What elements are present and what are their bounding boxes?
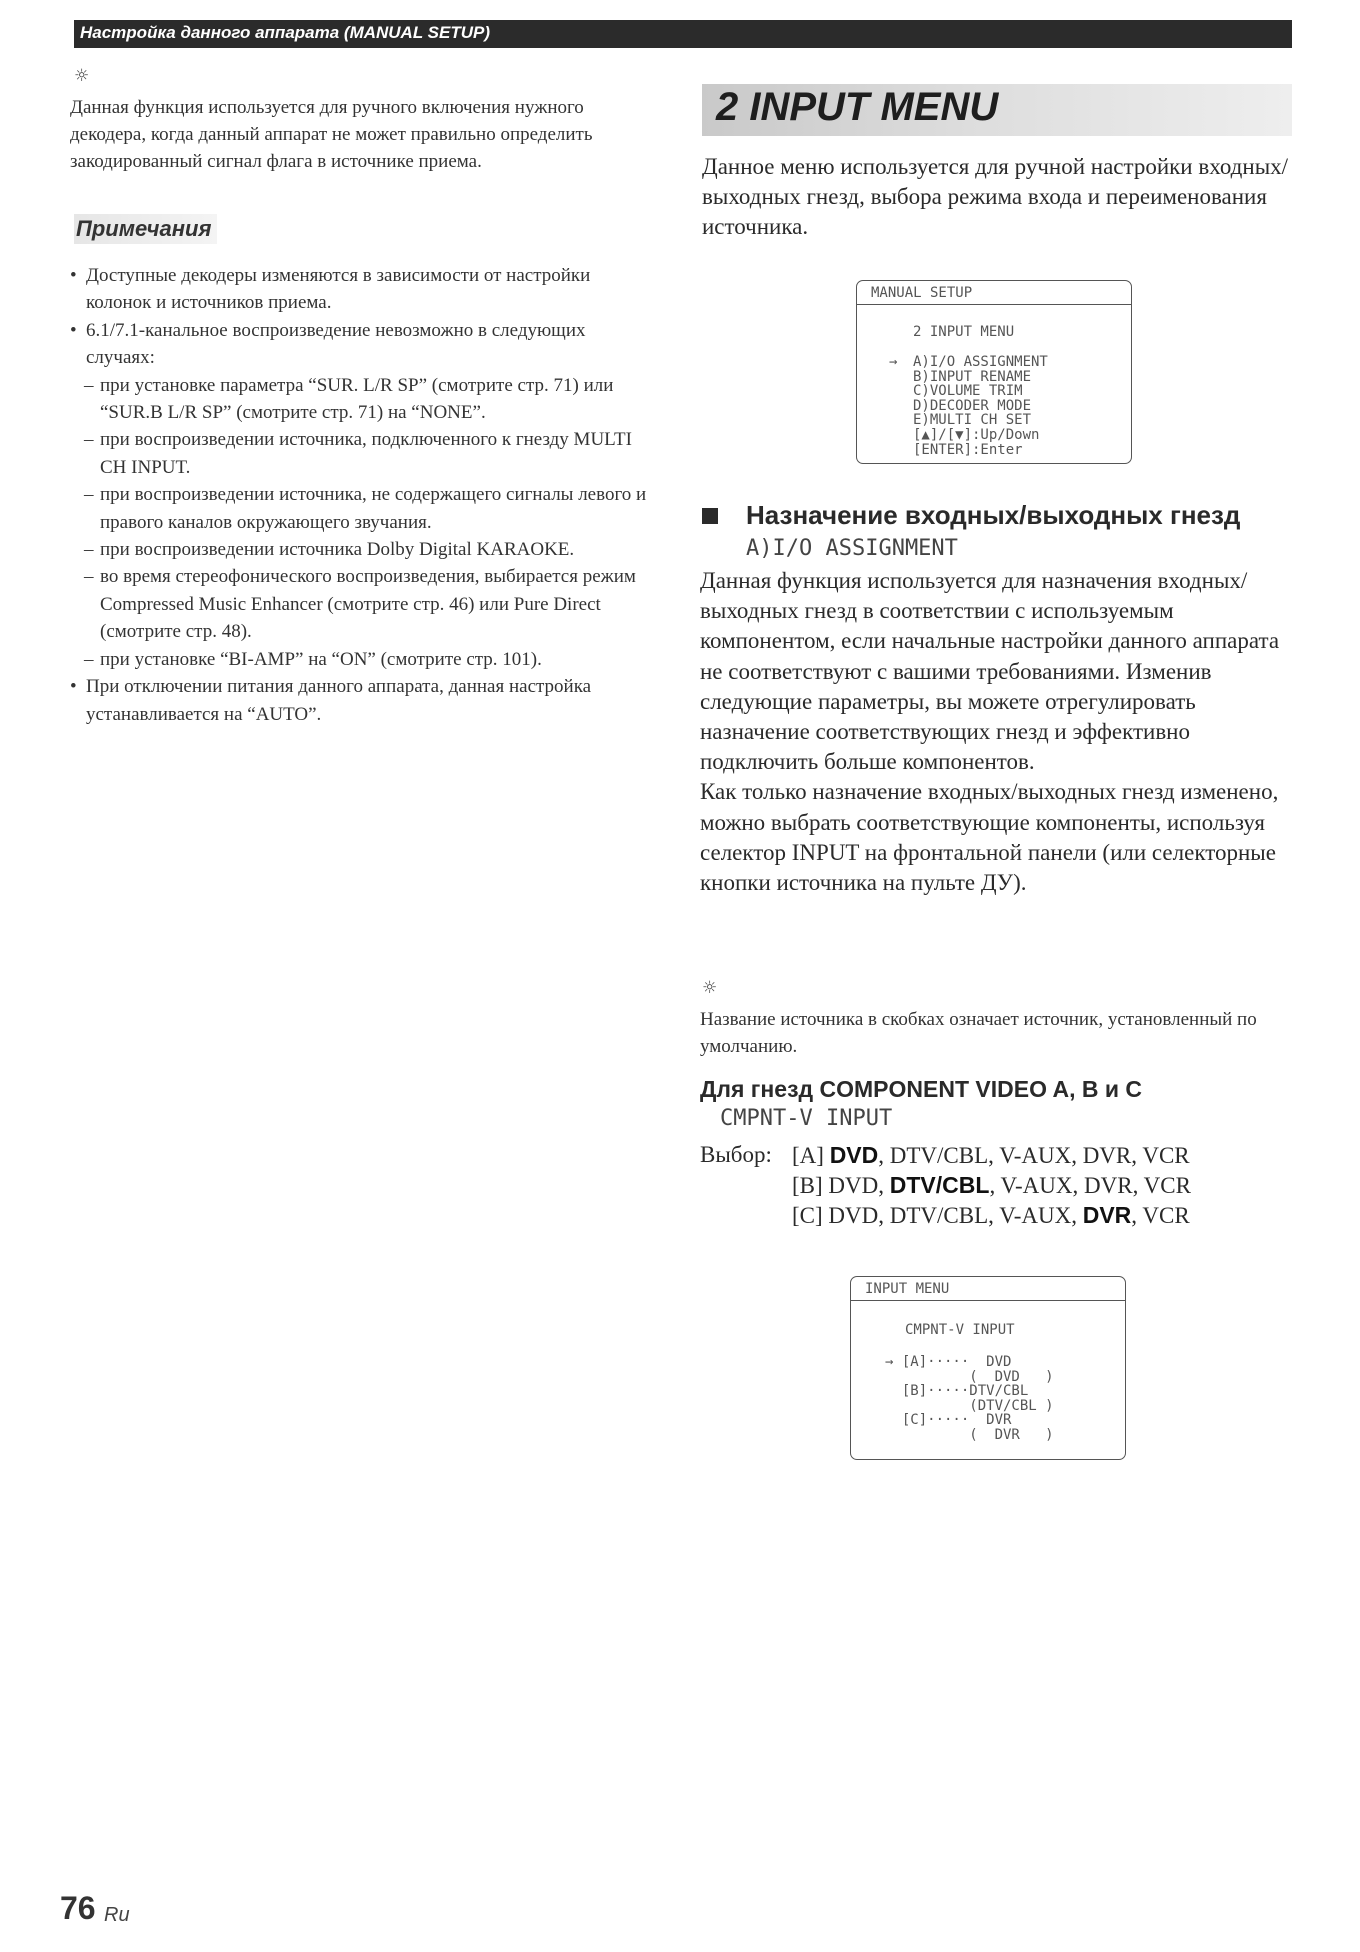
lightbulb-tip-icon: ☼ xyxy=(702,978,718,998)
osd-screen-manual-setup xyxy=(856,280,1132,464)
component-osd-name: CMPNT-V INPUT xyxy=(720,1106,893,1131)
header-bar xyxy=(74,20,1292,48)
choice-before: DVD, DTV/CBL, V-AUX, xyxy=(828,1203,1083,1228)
tip-text: Данная функция используется для ручного включения нужного декодера, когда данный аппарат не может правильно определить закодированный сигнал флага в источнике приема. xyxy=(70,97,593,172)
choice-default: DVR xyxy=(1082,1202,1132,1228)
assign-heading: Назначение входных/выходных гнезд xyxy=(746,500,1241,530)
choice-default: DTV/CBL xyxy=(889,1172,990,1198)
header-title: Настройка данного аппарата (MANUAL SETUP) xyxy=(80,23,490,42)
choice-after: , VCR xyxy=(1131,1203,1190,1228)
notes-heading: Примечания xyxy=(74,214,217,244)
osd-item: D)DECODER MODE xyxy=(913,397,1032,414)
osd-subtitle: CMPNT-V INPUT xyxy=(905,1322,1015,1338)
assign-paragraph-1: Данная функция используется для назначения входных/выходных гнезд в соответствии с используемым компонентом, если начальные настройки данного аппарата не соответствуют с вашими требованиями. Изменив следующие параметры, вы можете отрегулировать назначение соответствующих гнезд и эффективно подключить больше компонентов. xyxy=(700,568,1280,775)
note-bullet-item: • 6.1/7.1-канальное воспроизведение невозможно в следующих случаях: xyxy=(70,317,655,372)
note-bullet-item: • При отключении питания данного аппарата, данная настройка устанавливается на “AUTO”. xyxy=(70,673,655,728)
choice-row-c xyxy=(792,1200,1190,1231)
osd-item: [▲]/[▼]:Up/Down xyxy=(913,427,1040,443)
note-dash-item: – при воспроизведении источника Dolby Digital KARAOKE. xyxy=(70,536,655,563)
note-dash-item: – при установке параметра “SUR. L/R SP” (смотрите стр. 71) или “SUR.B L/R SP” (смотрите стр. 71) на “NONE”. xyxy=(70,372,655,427)
osd-line: (DTV/CBL ) xyxy=(885,1397,1054,1414)
note-dash-item: – при воспроизведении источника, не содержащего сигналы левого и правого каналов окружающего звучания. xyxy=(70,481,655,536)
choice-row-b xyxy=(792,1170,1191,1201)
assign-body xyxy=(700,566,1300,898)
osd-title: INPUT MENU xyxy=(851,1277,1125,1301)
lightbulb-tip-icon: ☼ xyxy=(74,66,90,86)
choice-before: DVD, xyxy=(828,1173,890,1198)
osd-subtitle: 2 INPUT MENU xyxy=(913,324,1015,340)
assign-osd-name: A)I/O ASSIGNMENT xyxy=(746,536,958,561)
osd-line: [B]·····DTV/CBL xyxy=(885,1383,1029,1400)
osd-item: B)INPUT RENAME xyxy=(913,368,1032,385)
tip2-text: Название источника в скобках означает источник, установленный по умолчанию. xyxy=(700,1009,1257,1057)
osd-item: C)VOLUME TRIM xyxy=(913,383,1023,400)
choice-slot: [A] xyxy=(792,1143,824,1168)
choice-default: DVD xyxy=(829,1142,879,1168)
note-dash-item: – во время стереофонического воспроизведения, выбирается режим Compressed Music Enhancer (смотрите стр. 46) или Pure Direct (смотрите стр. 48). xyxy=(70,563,655,645)
choice-slot: [C] xyxy=(792,1203,823,1228)
black-square-bullet-icon xyxy=(702,508,718,524)
osd-line: [C]····· DVR xyxy=(885,1412,1012,1429)
assign-paragraph-2: Как только назначение входных/выходных гнезд изменено, можно выбрать соответствующие компоненты, используя селектор INPUT на фронтальной панели (или селекторные кнопки источника на пульте ДУ). xyxy=(700,779,1279,896)
osd-cursor-icon: → xyxy=(889,354,898,370)
choice-after: , V-AUX, DVR, VCR xyxy=(989,1173,1191,1198)
osd-line: ( DVR ) xyxy=(885,1427,1054,1443)
osd-line: → [A]····· DVD xyxy=(885,1354,1012,1370)
notes-list xyxy=(70,262,655,728)
note-bullet-item: • Доступные декодеры изменяются в зависимости от настройки колонок и источников приема. xyxy=(70,262,655,317)
section-title: 2 INPUT MENU xyxy=(716,85,999,129)
section-banner xyxy=(702,84,1292,136)
osd-screen-input-menu xyxy=(850,1276,1126,1460)
osd-item: A)I/O ASSIGNMENT xyxy=(913,354,1048,370)
osd-item: E)MULTI CH SET xyxy=(913,412,1032,429)
osd-title: MANUAL SETUP xyxy=(857,281,1131,305)
page-language: Ru xyxy=(104,1904,130,1926)
note-dash-item: – при установке “BI-AMP” на “ON” (смотрите стр. 101). xyxy=(70,646,655,673)
note-dash-item: – при воспроизведении источника, подключенного к гнезду MULTI CH INPUT. xyxy=(70,426,655,481)
component-heading: Для гнезд COMPONENT VIDEO A, B и C xyxy=(700,1076,1143,1102)
page-number: 76 xyxy=(60,1890,96,1926)
choices-label: Выбор: xyxy=(700,1142,772,1167)
intro-text: Данное меню используется для ручной настройки входных/выходных гнезд, выбора режима входа и переименования источника. xyxy=(702,154,1289,239)
choice-after: , DTV/CBL, V-AUX, DVR, VCR xyxy=(878,1143,1190,1168)
osd-line: ( DVD ) xyxy=(885,1368,1054,1385)
choice-slot: [B] xyxy=(792,1173,823,1198)
osd-item: [ENTER]:Enter xyxy=(913,441,1023,458)
choice-row-a xyxy=(792,1140,1190,1171)
